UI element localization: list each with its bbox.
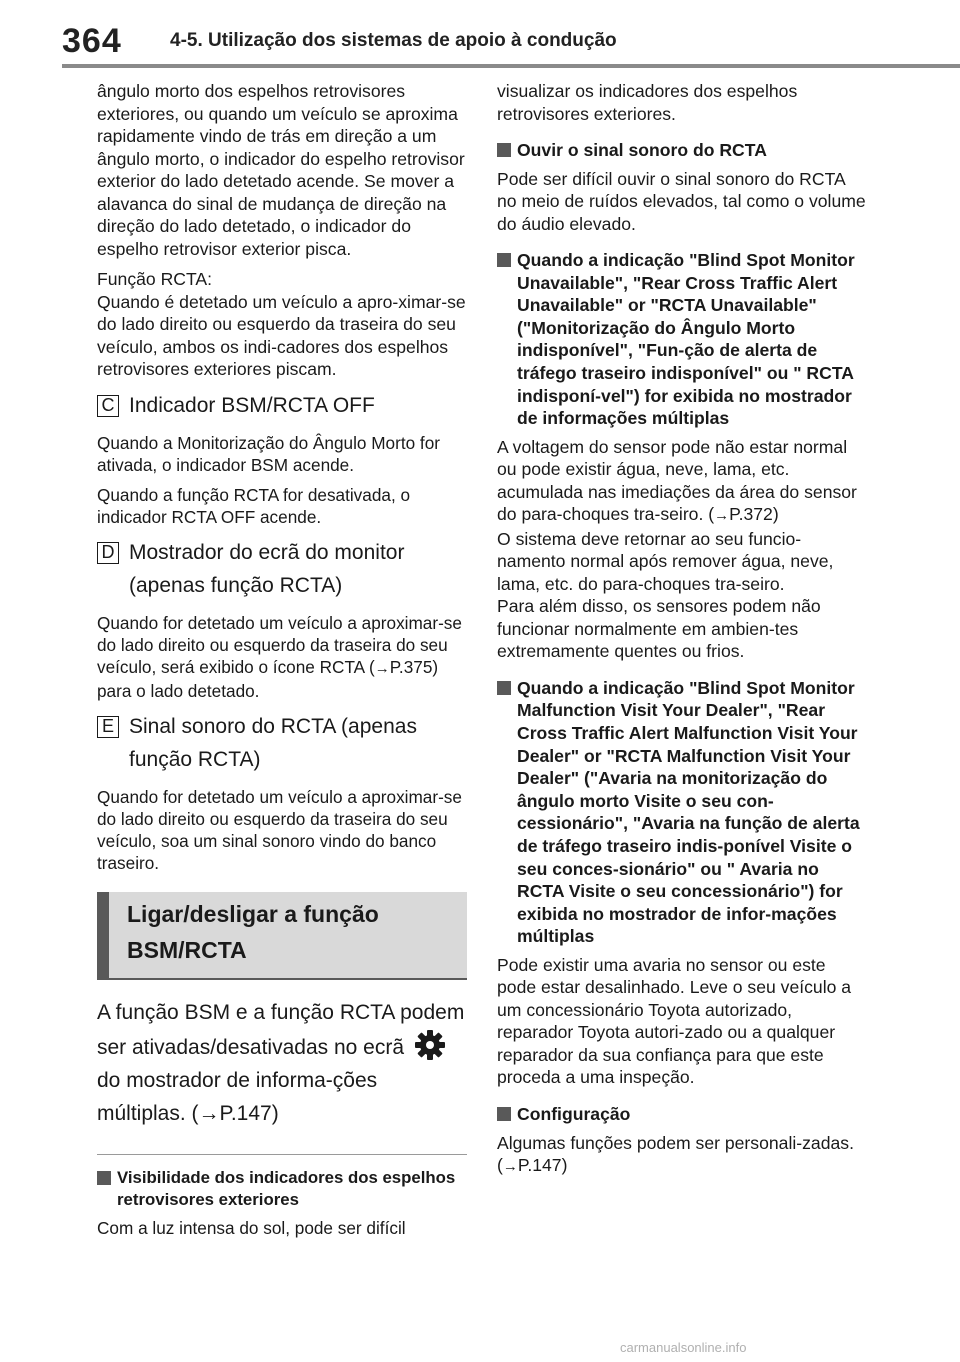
left-column — [97, 80, 467, 1239]
square-bullet-icon — [97, 1171, 111, 1185]
header-rule — [62, 64, 960, 68]
paragraph — [497, 436, 867, 528]
text-run: Algumas funções podem ser personali-zadas. ( — [497, 1132, 854, 1176]
item-d-heading — [97, 542, 467, 602]
paragraph: Quando é detetado um veículo a apro-ximar-se do lado direito ou esquerdo da traseira do seu veículo, ambos os indi-cadores dos espelhos retrovisores exteriores piscam. — [97, 291, 466, 379]
paragraph-large — [97, 996, 467, 1130]
subsection-heading — [497, 677, 867, 948]
item-d-title: Mostrador do ecrã do monitor (apenas função RCTA) — [129, 540, 405, 597]
page-reference-link[interactable]: P.375 — [389, 656, 433, 677]
paragraph: ângulo morto dos espelhos retrovisores exteriores, ou quando um veículo se aproxima rapidamente vindo de trás em direção a um ângulo morto, o indicador do espelho retrovisor exterior do lado detetado acende. Se mover a alavanca do sinal de mudança de direção na direção do lado detetado, o indicador do espelho retrovisor exterior pisca. — [97, 81, 465, 259]
text-run: ) — [772, 504, 779, 525]
item-letter-d: D — [97, 542, 119, 564]
text-run: Quando for detetado um veículo a aproximar-se do lado direito ou esquerdo da traseira do seu veículo, será exibido o ícone RCTA ( — [97, 612, 462, 677]
paragraph: Para além disso, os sensores podem não funcionar normalmente em ambien-tes extremamente quentes ou frios. — [497, 596, 821, 662]
subsection-heading-text: Configuração — [517, 1103, 631, 1124]
text-run: ) — [561, 1155, 568, 1176]
subsection-heading — [497, 139, 867, 162]
paragraph — [497, 1132, 867, 1179]
watermark: carmanualsonline.info — [620, 1340, 747, 1355]
paragraph: Quando a função RCTA for desativada, o indicador RCTA OFF acende. — [97, 484, 411, 527]
page-reference-link[interactable]: P.147 — [219, 1101, 272, 1125]
section-title: 4-5. Utilização dos sistemas de apoio à condução — [170, 30, 617, 51]
item-e-title: Sinal sonoro do RCTA (apenas função RCTA) — [129, 714, 417, 771]
section-heading-line-1: Ligar/desligar a função — [127, 900, 379, 927]
reference-arrow-icon: → — [374, 659, 390, 677]
paragraph: Pode ser difícil ouvir o sinal sonoro do RCTA no meio de ruídos elevados, tal como o volume do áudio elevado. — [497, 168, 866, 234]
paragraph-label: Função RCTA: — [97, 269, 213, 289]
subsection-heading-text: Ouvir o sinal sonoro do RCTA — [517, 140, 767, 160]
section-heading-line-2: BSM/RCTA — [127, 936, 247, 963]
square-bullet-icon — [497, 681, 511, 695]
page-header — [0, 0, 960, 70]
reference-arrow-icon: → — [502, 1158, 518, 1176]
subsection-heading-text: Visibilidade dos indicadores dos espelhos retrovisores exteriores — [117, 1167, 456, 1209]
paragraph: Quando for detetado um veículo a aproximar-se do lado direito ou esquerdo da traseira do seu veículo, soa um sinal sonoro vindo do banco traseiro. — [97, 786, 462, 873]
text-run: A voltagem do sensor pode não estar normal ou pode existir água, neve, lama, etc. acumulada nas imediações da área do sensor do para-choques tra-seiro. ( — [497, 436, 857, 525]
paragraph: visualizar os indicadores dos espelhos retrovisores exteriores. — [497, 81, 798, 124]
subsection-heading — [497, 1103, 867, 1126]
square-bullet-icon — [497, 143, 511, 157]
square-bullet-icon — [497, 1107, 511, 1121]
paragraph: O sistema deve retornar ao seu funcio-namento normal após remover água, neve, lama, etc. do para-choques tra-seiro. — [497, 528, 834, 594]
text-run: ) — [271, 1101, 279, 1125]
square-bullet-icon — [497, 253, 511, 267]
section-heading-box — [97, 892, 467, 980]
paragraph: Pode existir uma avaria no sensor ou este pode estar desalinhado. Leve o seu veículo a um concessionário Toyota autorizado, reparador Toyota autori-zado ou a qualquer reparador da sua confiança para que este proceda a uma inspeção. — [497, 954, 852, 1088]
subsection-heading-text: Quando a indicação "Blind Spot Monitor Unavailable", "Rear Cross Traffic Alert Unavailable" or "RCTA Unavailable" ("Monitorização do Ângulo Morto indisponível", "Fun-ção de alerta de tráfego traseiro indisponível" ou " RCTA indisponí-vel") for exibida no mostrador de informações múltiplas — [517, 250, 855, 429]
paragraph: Quando a Monitorização do Ângulo Morto for ativada, o indicador BSM acende. — [97, 432, 440, 475]
text-run: A função BSM e a função RCTA podem ser ativadas/desativadas no ecrã — [97, 1000, 465, 1059]
subsection-heading — [497, 249, 867, 430]
paragraph: Com a luz intensa do sol, pode ser difícil — [97, 1217, 406, 1238]
text-run: ) para o lado detetado. — [97, 656, 439, 701]
page-reference-link[interactable]: P.372 — [729, 504, 773, 525]
item-letter-e: E — [97, 716, 119, 738]
item-c-title: Indicador BSM/RCTA OFF — [129, 393, 375, 417]
reference-arrow-icon: → — [714, 507, 730, 525]
subsection-heading-text: Quando a indicação "Blind Spot Monitor Malfunction Visit Your Dealer", "Rear Cross Traffic Alert Malfunction Visit Your Dealer" or "RCTA Malfunction Visit Your Dealer" ("Avaria na monitorização do ângulo morto Visite o seu con-cessionário", "Avaria na função de alerta de tráfego traseiro indis-ponível Visite o seu conces-sionário" ou " Avaria no RCTA Visite o seu concessionário") for exibida no mostrador de infor-mações múltiplas — [517, 677, 860, 947]
item-letter-c: C — [97, 395, 119, 417]
item-e-heading — [97, 716, 467, 776]
page-number: 364 — [62, 22, 122, 60]
page-reference-link[interactable]: P.147 — [517, 1155, 562, 1176]
right-column — [497, 80, 867, 1179]
divider — [97, 1154, 467, 1155]
paragraph — [97, 612, 467, 702]
item-c-heading — [97, 395, 467, 422]
subsection-heading — [97, 1167, 467, 1211]
reference-arrow-icon: → — [198, 1101, 220, 1125]
gear-icon — [414, 1029, 446, 1061]
text-run: do mostrador de informa-ções múltiplas. ( — [97, 1068, 378, 1125]
